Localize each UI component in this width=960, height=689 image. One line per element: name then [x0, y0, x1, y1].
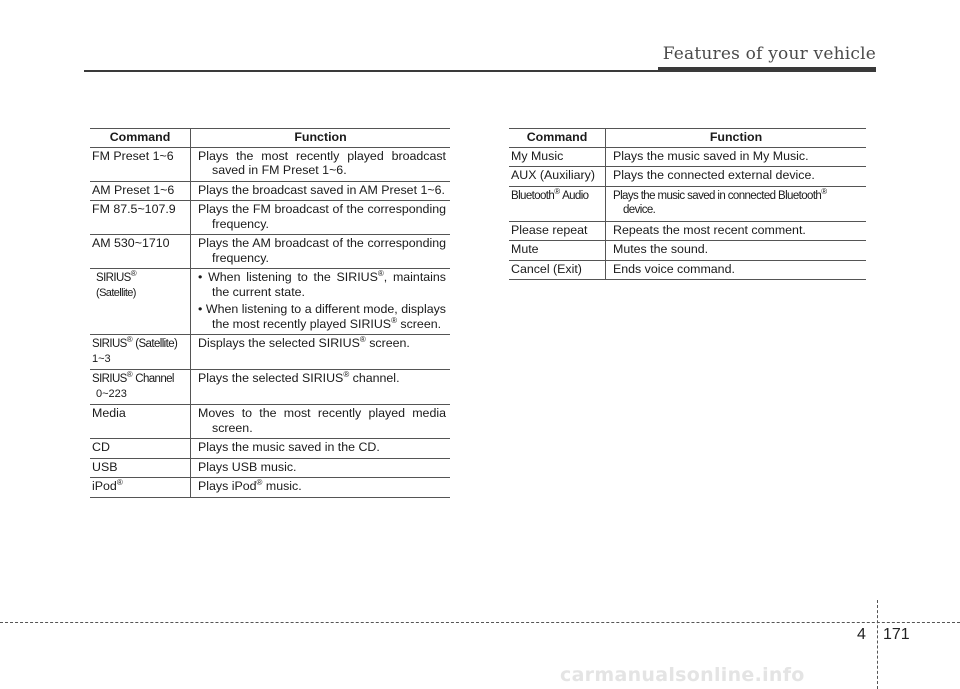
column-header-command: Command	[509, 129, 606, 148]
command-cell: SIRIUS® (Satellite) 1~3	[90, 335, 191, 370]
table-row	[509, 241, 866, 261]
table-header-row	[90, 129, 450, 148]
function-cell: Ends voice command.	[606, 260, 867, 280]
function-cell: Plays the music saved in the CD.	[191, 439, 451, 459]
table-row	[509, 147, 866, 167]
page-number: 171	[883, 626, 910, 643]
column-header-function: Function	[191, 129, 451, 148]
voice-command-table-left	[90, 128, 450, 498]
table-row	[90, 405, 450, 439]
command-cell: USB	[90, 458, 191, 478]
table-row	[90, 439, 450, 459]
command-cell: CD	[90, 439, 191, 459]
table-row	[90, 181, 450, 201]
function-cell: • When listening to the SIRIUS®, maintains the current state. • When listening to a different mode, displays the most recently played SIRIUS® screen.	[191, 269, 451, 335]
watermark: carmanualsonline.info	[560, 664, 805, 686]
command-cell: FM 87.5~107.9	[90, 201, 191, 235]
table-row	[509, 260, 866, 280]
function-cell: Plays the music saved in connected Bluetooth® device.	[606, 186, 867, 221]
table-row	[90, 458, 450, 478]
table-row	[90, 147, 450, 181]
command-cell: Media	[90, 405, 191, 439]
command-cell: iPod®	[90, 478, 191, 498]
function-cell: Plays the most recently played broadcast saved in FM Preset 1~6.	[191, 147, 451, 181]
command-cell: SIRIUS® Channel 0~223	[90, 370, 191, 405]
command-cell: SIRIUS® (Satellite)	[90, 269, 191, 335]
table-row	[509, 167, 866, 187]
command-cell: Bluetooth® Audio	[509, 186, 606, 221]
function-cell: Mutes the sound.	[606, 241, 867, 261]
table-row	[90, 235, 450, 269]
command-cell: AM 530~1710	[90, 235, 191, 269]
function-cell: Plays iPod® music.	[191, 478, 451, 498]
footer-divider	[877, 600, 878, 689]
command-cell: My Music	[509, 147, 606, 167]
function-cell: Plays the music saved in My Music.	[606, 147, 867, 167]
table-row	[509, 186, 866, 221]
table-row	[509, 221, 866, 241]
command-cell: Cancel (Exit)	[509, 260, 606, 280]
table-row	[90, 370, 450, 405]
command-cell: Please repeat	[509, 221, 606, 241]
command-cell: AM Preset 1~6	[90, 181, 191, 201]
function-cell: Plays the connected external device.	[606, 167, 867, 187]
column-header-command: Command	[90, 129, 191, 148]
header-rule	[84, 70, 658, 72]
table-row	[90, 201, 450, 235]
function-cell: Moves to the most recently played media screen.	[191, 405, 451, 439]
function-cell: Plays the selected SIRIUS® channel.	[191, 370, 451, 405]
function-cell: Plays the AM broadcast of the corresponding frequency.	[191, 235, 451, 269]
header-rule-accent	[658, 67, 876, 72]
function-cell: Plays the FM broadcast of the corresponding frequency.	[191, 201, 451, 235]
table-row	[90, 478, 450, 498]
command-cell: Mute	[509, 241, 606, 261]
function-cell: Displays the selected SIRIUS® screen.	[191, 335, 451, 370]
chapter-number: 4	[857, 626, 866, 643]
voice-command-table-right	[509, 128, 866, 280]
table-row	[90, 335, 450, 370]
column-header-function: Function	[606, 129, 867, 148]
footer-rule	[0, 622, 960, 623]
function-cell: Plays USB music.	[191, 458, 451, 478]
command-cell: AUX (Auxiliary)	[509, 167, 606, 187]
function-cell: Plays the broadcast saved in AM Preset 1~6.	[191, 181, 451, 201]
command-cell: FM Preset 1~6	[90, 147, 191, 181]
table-row	[90, 269, 450, 335]
table-header-row	[509, 129, 866, 148]
section-title: Features of your vehicle	[662, 44, 876, 64]
function-cell: Repeats the most recent comment.	[606, 221, 867, 241]
